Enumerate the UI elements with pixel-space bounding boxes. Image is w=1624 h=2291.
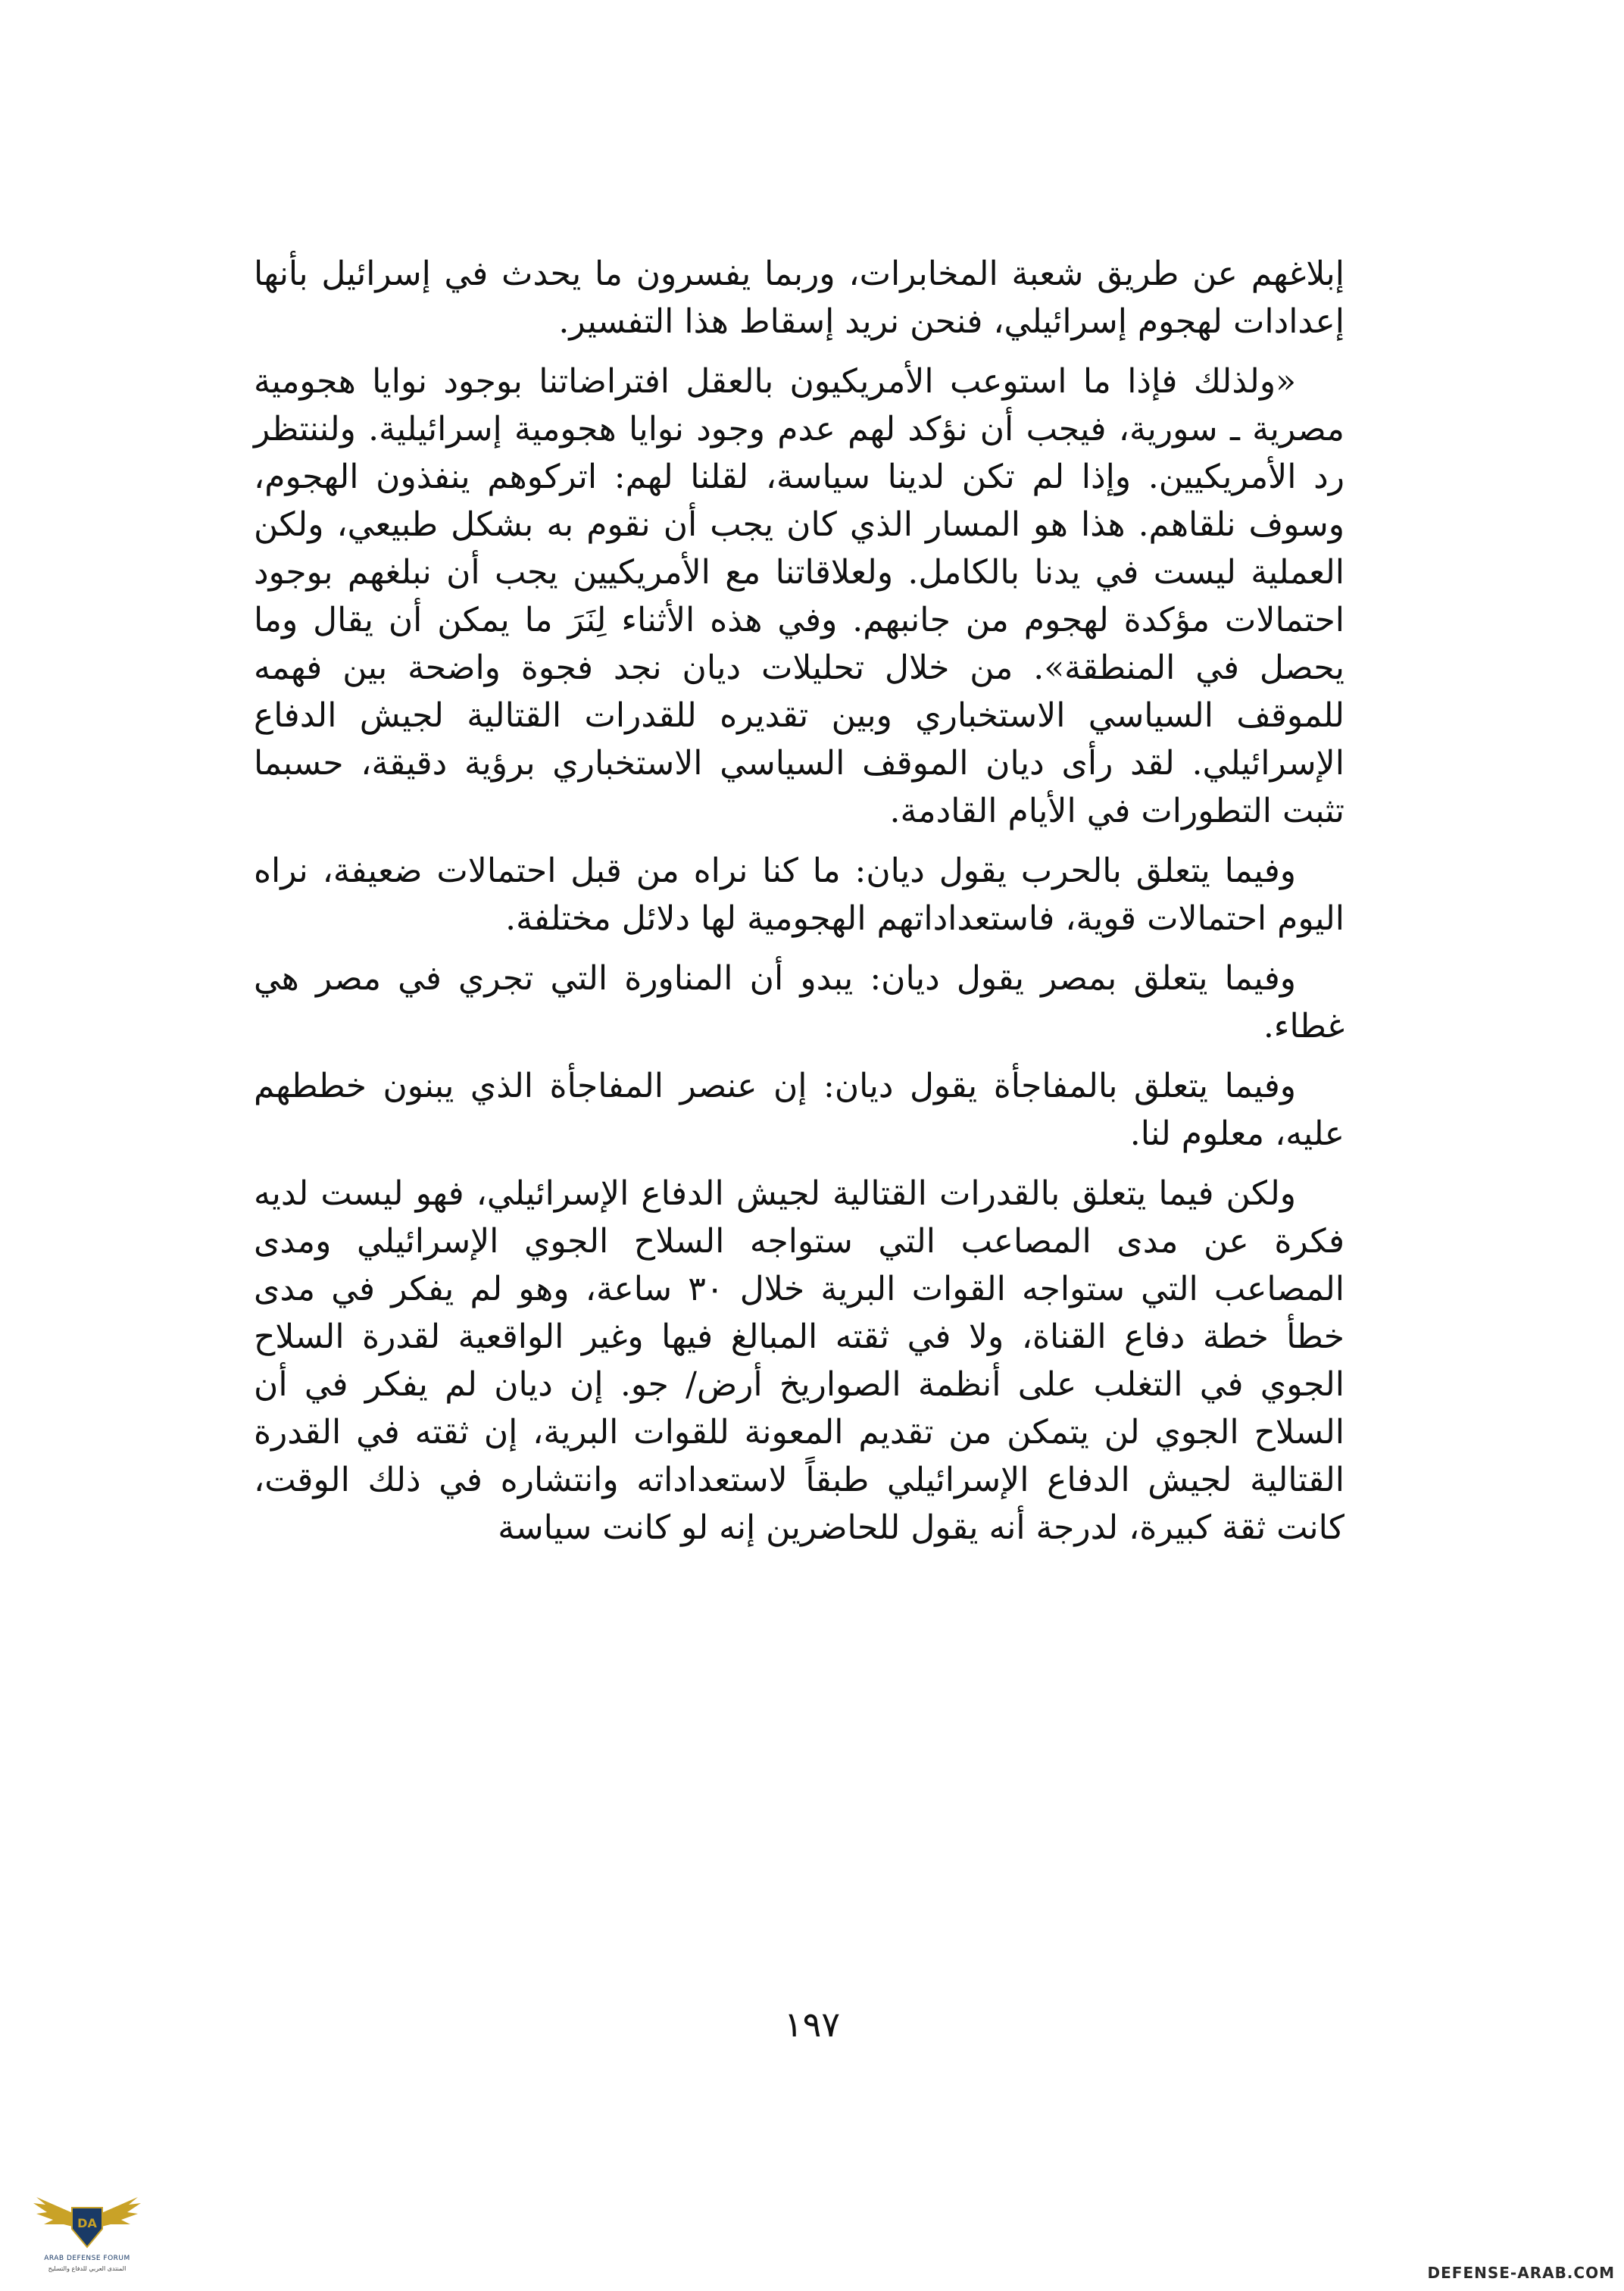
logo-name: ARAB DEFENSE FORUM	[44, 2255, 130, 2262]
site-url-watermark: DEFENSE-ARAB.COM	[1427, 2264, 1615, 2282]
paragraph-1: إبلاغهم عن طريق شعبة المخابرات، وربما يفسرون ما يحدث في إسرائيل بأنها إعدادات لهجوم إسرائيلي، فنحن نريد إسقاط هذا التفسير.	[254, 255, 1344, 341]
paragraph-4: وفيما يتعلق بمصر يقول ديان: يبدو أن المناورة التي تجري في مصر هي غطاء.	[254, 959, 1344, 1045]
forum-logo	[30, 2182, 144, 2288]
logo-initials: DA	[77, 2216, 97, 2230]
paragraph-5: وفيما يتعلق بالمفاجأة يقول ديان: إن عنصر المفاجأة الذي يبنون خططهم عليه، معلوم لنا.	[254, 1067, 1344, 1153]
page-number: ١٩٧	[783, 2004, 841, 2045]
paragraph-6: ولكن فيما يتعلق بالقدرات القتالية لجيش الدفاع الإسرائيلي، فهو ليست لديه فكرة عن مدى المصاعب التي ستواجه السلاح الجوي الإسرائيلي ومدى المصاعب التي ستواجه القوات البرية خلال ٣٠ ساعة، وهو لم يفكر في مدى خطأ خطة دفاع القناة، ولا في ثقته المبالغ فيها وغير الواقعية لقدرة السلاح الجوي في التغلب على أنظمة الصواريخ أرض/ جو. إن ديان لم يفكر في أن السلاح الجوي لن يتمكن من تقديم المعونة للقوات البرية، إن ثقته في القدرة القتالية لجيش الدفاع الإسرائيلي طبقاً لاستعداداته وانتشاره في ذلك الوقت، كانت ثقة كبيرة، لدرجة أنه يقول للحاضرين إنه لو كانت سياسة	[254, 1174, 1345, 1547]
paragraph-2: «ولذلك فإذا ما استوعب الأمريكيون بالعقل افتراضاتنا بوجود نوايا هجومية مصرية ـ سورية، فيجب أن نؤكد لهم عدم وجود نوايا هجومية إسرائيلية. ولننتظر رد الأمريكيين. وإذا لم تكن لدينا سياسة، لقلنا لهم: اتركوهم ينفذون الهجوم، وسوف نلقاهم. هذا هو المسار الذي كان يجب أن نقوم به بشكل طبيعي، ولكن العملية ليست في يدنا بالكامل. ولعلاقاتنا مع الأمريكيين يجب أن نبلغهم بوجود احتمالات مؤكدة لهجوم من جانبهم. وفي هذه الأثناء لِنَرَ ما يمكن أن يقال وما يحصل في المنطقة». من خلال تحليلات ديان نجد فجوة واضحة بين فهمه للموقف السياسي الاستخباري وبين تقديره للقدرات القتالية لجيش الدفاع الإسرائيلي. لقد رأى ديان الموقف السياسي الاستخباري برؤية دقيقة، حسبما تثبت التطورات في الأيام القادمة.	[254, 362, 1344, 830]
wings-emblem-icon	[30, 2182, 144, 2255]
logo-arabic-name: المنتدى العربي للدفاع والتسليح	[48, 2265, 126, 2272]
body-text	[254, 250, 1344, 1564]
paragraph-3: وفيما يتعلق بالحرب يقول ديان: ما كنا نراه من قبل احتمالات ضعيفة، نراه اليوم احتمالات قوية، فاستعداداتهم الهجومية لها دلائل مختلفة.	[254, 852, 1344, 938]
